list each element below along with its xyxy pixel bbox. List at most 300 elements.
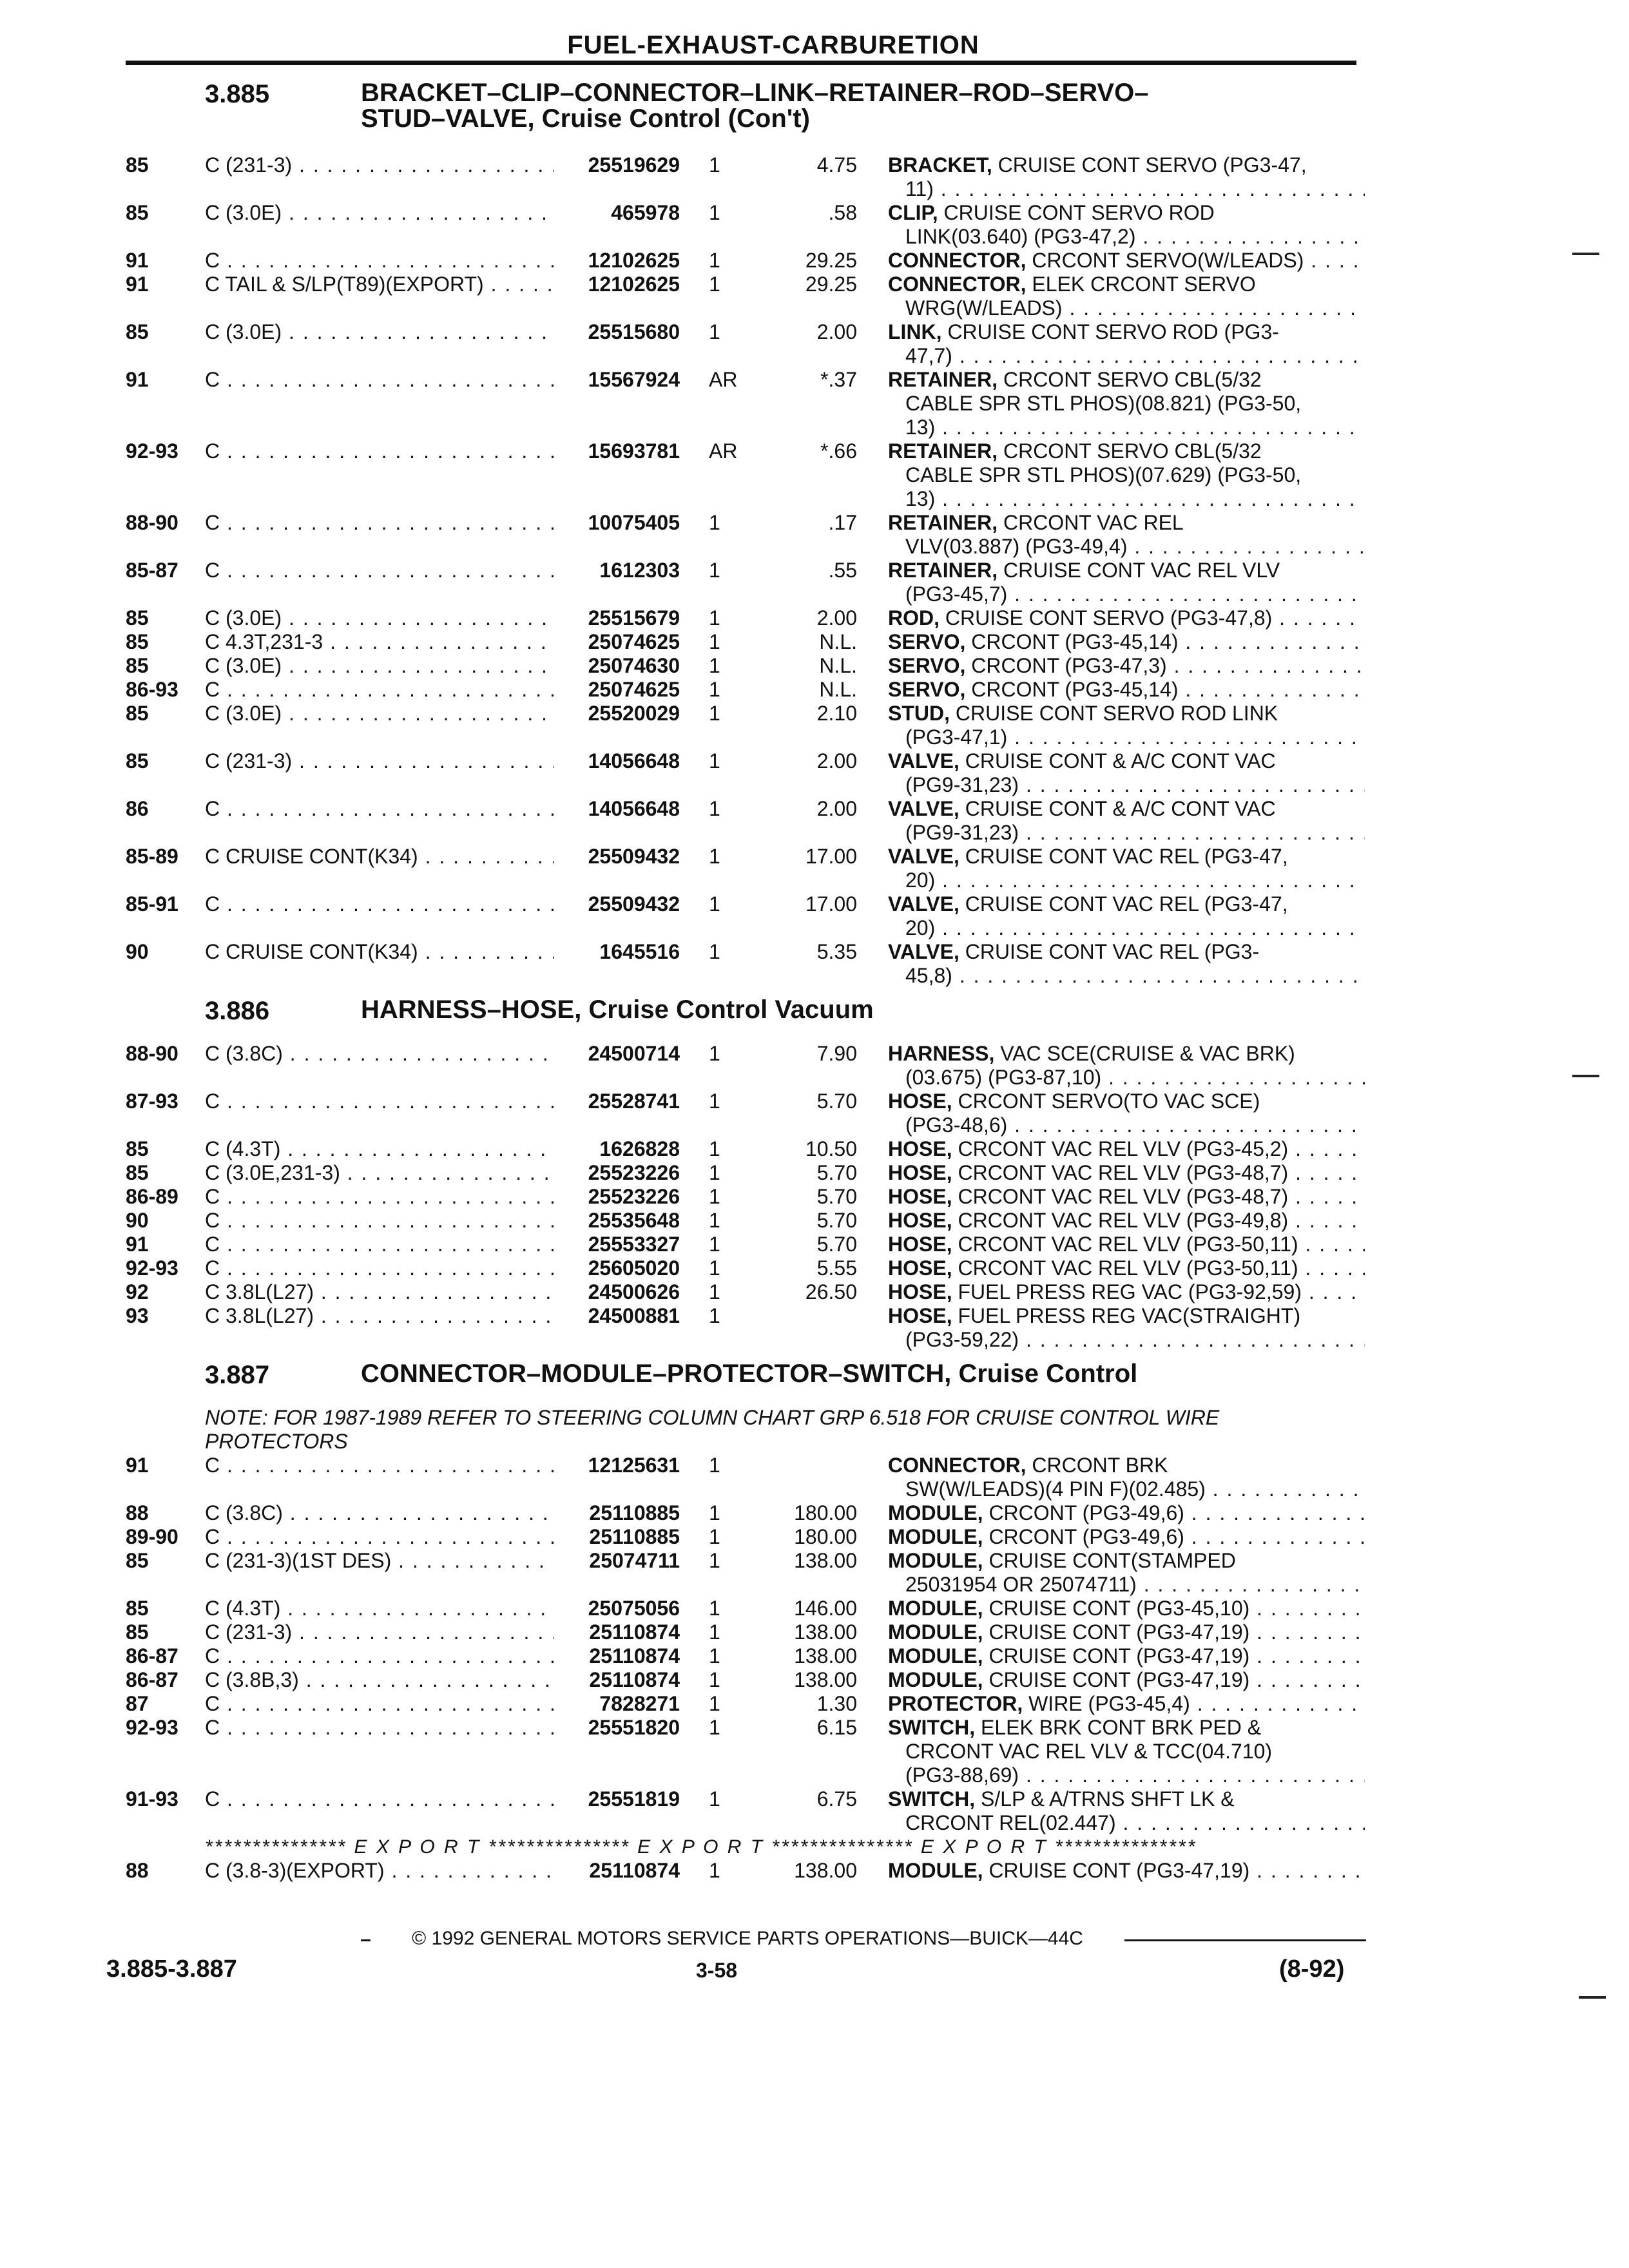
part-number: 25509432 [554, 845, 680, 869]
part-name-continuation: 45,8) . . . [905, 964, 1365, 988]
part-price: N.L. [819, 678, 857, 701]
part-name-continuation: CRCONT VAC REL VLV & TCC(04.710) [905, 1740, 1273, 1763]
part-row [0, 1859, 1629, 1883]
part-name-detail: CRUISE CONT VAC REL (PG3-47, [959, 892, 1288, 916]
part-years: 85 [126, 654, 149, 677]
part-application: C (4.3T) . . . [205, 1597, 556, 1620]
part-row-line [0, 892, 1629, 916]
part-row-continuation [0, 773, 1629, 797]
part-number: 12102625 [554, 249, 680, 273]
part-price: 138.00 [794, 1620, 857, 1644]
part-quantity: 1 [709, 630, 720, 653]
part-row-line [0, 320, 1629, 344]
part-application: C . . . [205, 1454, 556, 1477]
part-name-keyword: HOSE, [888, 1280, 952, 1303]
part-name-keyword: MODULE, [888, 1597, 983, 1620]
part-name-keyword: VALVE, [888, 749, 959, 773]
part-price: 5.70 [816, 1090, 857, 1113]
part-row [0, 1716, 1629, 1787]
part-row [0, 630, 1629, 654]
part-row-line [0, 845, 1629, 869]
part-years: 86-89 [126, 1185, 178, 1208]
part-name [888, 1233, 1365, 1256]
part-row [0, 1209, 1629, 1233]
part-name-continuation: 20) . . . [905, 916, 1365, 940]
part-row [0, 201, 1629, 249]
part-quantity: 1 [709, 702, 720, 725]
part-application: C . . . [205, 1525, 556, 1549]
part-quantity: 1 [709, 1280, 720, 1303]
part-name-detail: CRCONT BRK [1026, 1454, 1168, 1477]
part-row [0, 1090, 1629, 1137]
part-name-continuation: (PG3-45,7) . . . [905, 582, 1365, 606]
part-application: C . . . [205, 797, 556, 821]
part-row [0, 249, 1629, 273]
part-name [888, 1525, 1365, 1549]
part-application: C . . . [205, 368, 556, 392]
part-name-detail: CRUISE CONT(STAMPED [983, 1549, 1236, 1572]
part-years: 91 [126, 273, 149, 296]
part-number: 7828271 [554, 1692, 680, 1716]
part-years: 85 [126, 1161, 149, 1184]
part-row-continuation [0, 726, 1629, 749]
part-price: 2.00 [816, 749, 857, 773]
part-row-continuation [0, 225, 1629, 249]
section-title-line: STUD–VALVE, Cruise Control (Con't) [361, 104, 810, 133]
part-name [888, 749, 1365, 773]
part-number: 25074625 [554, 678, 680, 702]
section-number: 3.885 [205, 80, 270, 108]
part-name [888, 1668, 1365, 1692]
part-row-line [0, 1042, 1629, 1066]
part-years: 85-87 [126, 559, 178, 582]
part-row-line [0, 201, 1629, 225]
part-name-continuation: 13) . . . [905, 416, 1365, 439]
part-name-keyword: HOSE, [888, 1304, 952, 1327]
part-years: 90 [126, 940, 149, 963]
part-quantity: 1 [709, 892, 720, 916]
part-years: 87 [126, 1692, 149, 1715]
part-name-keyword: HOSE, [888, 1090, 952, 1113]
part-quantity: 1 [709, 1454, 720, 1477]
part-name-continuation: (PG3-59,22) . . . [905, 1328, 1365, 1352]
part-price: 5.70 [816, 1209, 857, 1232]
part-years: 88-90 [126, 511, 178, 534]
part-name-keyword: MODULE, [888, 1644, 983, 1667]
part-row [0, 702, 1629, 749]
part-name-detail: CRCONT VAC REL [998, 511, 1184, 534]
part-quantity: 1 [709, 1090, 720, 1113]
part-quantity: 1 [709, 201, 720, 224]
part-name-continuation: (PG3-47,1) . . . [905, 726, 1365, 749]
part-price: 180.00 [794, 1501, 857, 1524]
part-price: 5.70 [816, 1233, 857, 1256]
part-name-detail: CRUISE CONT & A/C CONT VAC [959, 797, 1276, 820]
part-years: 86-93 [126, 678, 178, 701]
part-name [888, 1692, 1365, 1716]
part-application: C . . . [205, 678, 556, 702]
part-name-keyword: VALVE, [888, 845, 959, 868]
part-price: 138.00 [794, 1549, 857, 1572]
part-name-keyword: CLIP, [888, 201, 938, 224]
part-name-keyword: HOSE, [888, 1233, 952, 1256]
part-row-line [0, 1859, 1629, 1883]
part-quantity: 1 [709, 511, 720, 534]
part-name-detail: CRCONT VAC REL VLV (PG3-50,11) [952, 1233, 1298, 1256]
part-price: 138.00 [794, 1668, 857, 1691]
part-application: C (3.0E) . . . [205, 201, 556, 225]
part-number: 24500714 [554, 1042, 680, 1066]
part-price: 2.10 [816, 702, 857, 725]
part-name [888, 606, 1365, 630]
section-title [361, 997, 874, 1023]
part-name [888, 1620, 1365, 1644]
part-number: 25110874 [554, 1620, 680, 1644]
part-name-keyword: STUD, [888, 702, 950, 725]
section-heading [0, 988, 1629, 1042]
part-row-continuation [0, 964, 1629, 988]
part-name [888, 153, 1365, 177]
part-name-detail: CRCONT VAC REL VLV (PG3-50,11) [952, 1256, 1298, 1280]
part-name-detail: CRCONT VAC REL VLV (PG3-48,7) [952, 1161, 1289, 1184]
part-row [0, 1185, 1629, 1209]
part-name-detail: CRCONT (PG3-49,6) [983, 1525, 1184, 1548]
part-name-detail: CRUISE CONT (PG3-47,19) [983, 1620, 1250, 1644]
part-row-line [0, 1501, 1629, 1525]
part-price: 2.00 [816, 320, 857, 343]
part-years: 88-90 [126, 1042, 178, 1065]
part-name [888, 654, 1365, 678]
part-row [0, 654, 1629, 678]
part-quantity: 1 [709, 1549, 720, 1572]
part-name-detail: CRUISE CONT (PG3-47,19) [983, 1644, 1250, 1667]
part-name-detail: CRUISE CONT (PG3-47,19) [983, 1668, 1250, 1691]
part-row-line [0, 249, 1629, 273]
part-name [888, 1716, 1365, 1740]
part-quantity: 1 [709, 845, 720, 868]
part-name-keyword: SERVO, [888, 654, 966, 677]
part-name [888, 845, 1365, 869]
part-price: 138.00 [794, 1644, 857, 1667]
part-years: 92-93 [126, 1256, 178, 1280]
part-row-line [0, 1137, 1629, 1161]
part-number: 25535648 [554, 1209, 680, 1233]
part-price: 5.35 [816, 940, 857, 963]
part-application: C (3.0E) . . . [205, 606, 556, 630]
part-name-detail: CRUISE CONT SERVO (PG3-47, [992, 153, 1307, 177]
part-number: 25520029 [554, 702, 680, 726]
part-quantity: 1 [709, 749, 720, 773]
part-name-detail: CRCONT VAC REL VLV (PG3-45,2) [952, 1137, 1289, 1160]
part-row [0, 678, 1629, 702]
part-application: C (231-3) . . . [205, 1620, 556, 1644]
part-price: 5.70 [816, 1161, 857, 1184]
part-years: 92 [126, 1280, 149, 1303]
part-quantity: 1 [709, 940, 720, 963]
part-price: .17 [828, 511, 857, 534]
part-number: 14056648 [554, 797, 680, 821]
part-quantity: 1 [709, 1668, 720, 1691]
part-years: 85-91 [126, 892, 178, 916]
part-number: 25551819 [554, 1787, 680, 1811]
part-row [0, 749, 1629, 797]
part-price: 17.00 [805, 892, 857, 916]
part-name-keyword: VALVE, [888, 940, 959, 963]
part-number: 25074625 [554, 630, 680, 654]
part-number: 25515679 [554, 606, 680, 630]
part-row-continuation [0, 535, 1629, 559]
part-application: C . . . [205, 1233, 556, 1256]
part-row [0, 1161, 1629, 1185]
part-application: C . . . [205, 892, 556, 916]
part-years: 85 [126, 606, 149, 629]
part-name [888, 702, 1365, 726]
part-name-keyword: HOSE, [888, 1137, 952, 1160]
part-years: 90 [126, 1209, 149, 1232]
part-years: 92-93 [126, 1716, 178, 1739]
part-name-detail: CRCONT SERVO(TO VAC SCE) [952, 1090, 1260, 1113]
part-row-line [0, 702, 1629, 726]
export-banner [0, 1835, 1629, 1859]
part-name-continuation: (03.675) (PG3-87,10) . . . [905, 1066, 1365, 1090]
part-row-continuation [0, 1066, 1629, 1090]
part-price: 6.75 [816, 1787, 857, 1811]
part-application: C (3.8-3)(EXPORT) . . . [205, 1859, 556, 1883]
part-row-line [0, 1692, 1629, 1716]
part-number: 1626828 [554, 1137, 680, 1161]
part-years: 85 [126, 749, 149, 773]
part-number: 25110874 [554, 1668, 680, 1692]
part-name [888, 1549, 1365, 1573]
part-name [888, 1787, 1365, 1811]
part-row-continuation [0, 1763, 1629, 1787]
part-quantity: 1 [709, 606, 720, 629]
part-application: C . . . [205, 1256, 556, 1280]
part-row [0, 1549, 1629, 1597]
part-name-continuation: WRG(W/LEADS) . . . [905, 296, 1365, 320]
part-name [888, 1454, 1365, 1477]
part-row [0, 845, 1629, 892]
part-name [888, 892, 1365, 916]
part-number: 15693781 [554, 439, 680, 463]
part-row [0, 368, 1629, 439]
part-name-keyword: HOSE, [888, 1161, 952, 1184]
part-row-line [0, 273, 1629, 296]
part-row-continuation [0, 416, 1629, 439]
part-application: C (3.8C) . . . [205, 1501, 556, 1525]
export-banner-text: *************** E X P O R T *************** E X P O R T *************** E X P O R T *************** [205, 1836, 1197, 1858]
margin-mark [1572, 1075, 1599, 1077]
part-years: 85 [126, 320, 149, 343]
footer-section-range: 3.885-3.887 [106, 1956, 237, 1983]
part-row-line [0, 1716, 1629, 1740]
part-quantity: 1 [709, 654, 720, 677]
part-quantity: 1 [709, 1644, 720, 1667]
part-quantity: 1 [709, 1256, 720, 1280]
part-row [0, 1501, 1629, 1525]
part-number: 25605020 [554, 1256, 680, 1280]
part-price: 138.00 [794, 1859, 857, 1882]
part-application: C (3.0E) . . . [205, 654, 556, 678]
part-years: 86 [126, 797, 149, 820]
part-price: N.L. [819, 654, 857, 677]
part-years: 85 [126, 702, 149, 725]
part-name-keyword: MODULE, [888, 1525, 983, 1548]
section-title-line: BRACKET–CLIP–CONNECTOR–LINK–RETAINER–ROD–SERVO– [361, 79, 1149, 107]
part-name-keyword: SERVO, [888, 630, 966, 653]
page-header-title: FUEL-EXHAUST-CARBURETION [567, 31, 979, 59]
part-number: 25509432 [554, 892, 680, 916]
part-row [0, 1597, 1629, 1620]
part-row-continuation [0, 296, 1629, 320]
part-row [0, 892, 1629, 940]
footer-page-number: 3-58 [696, 1959, 738, 1982]
part-row-continuation [0, 1113, 1629, 1137]
part-years: 91-93 [126, 1787, 178, 1811]
part-years: 85-89 [126, 845, 178, 868]
part-number: 25553327 [554, 1233, 680, 1256]
part-application: C 3.8L(L27) . . . [205, 1280, 556, 1304]
part-row-continuation [0, 344, 1629, 368]
part-name-detail: CRUISE CONT SERVO ROD (PG3- [941, 320, 1279, 343]
part-number: 465978 [554, 201, 680, 225]
part-application: C (231-3)(1ST DES) . . . [205, 1549, 556, 1573]
part-quantity: 1 [709, 1597, 720, 1620]
part-row-line [0, 1597, 1629, 1620]
part-price: *.66 [820, 439, 857, 463]
part-row-line [0, 439, 1629, 463]
part-years: 85 [126, 201, 149, 224]
part-name-detail: S/LP & A/TRNS SHFT LK & [975, 1787, 1235, 1811]
part-years: 92-93 [126, 439, 178, 463]
section-heading [0, 71, 1629, 153]
part-quantity: 1 [709, 1859, 720, 1882]
part-application: C (3.0E) . . . [205, 702, 556, 726]
part-name [888, 1256, 1365, 1280]
part-years: 89-90 [126, 1525, 178, 1548]
part-row-line [0, 1161, 1629, 1185]
part-application: C (3.0E) . . . [205, 320, 556, 344]
part-row-line [0, 1304, 1629, 1328]
part-price: 26.50 [805, 1280, 857, 1303]
part-name-detail: CRCONT SERVO CBL(5/32 [998, 439, 1262, 463]
section-title [361, 80, 1148, 131]
part-row-line [0, 1280, 1629, 1304]
part-years: 85 [126, 153, 149, 177]
part-name [888, 1137, 1365, 1161]
part-years: 91 [126, 1233, 149, 1256]
part-quantity: 1 [709, 797, 720, 820]
part-price: 180.00 [794, 1525, 857, 1548]
part-price: 17.00 [805, 845, 857, 868]
part-name-detail: WIRE (PG3-45,4) [1023, 1692, 1190, 1715]
part-name-keyword: CONNECTOR, [888, 249, 1027, 272]
part-name [888, 1280, 1365, 1304]
part-years: 91 [126, 1454, 149, 1477]
part-name-continuation: (PG9-31,23) . . . [905, 821, 1365, 845]
part-row-line [0, 1090, 1629, 1113]
part-name-detail: CRUISE CONT VAC REL VLV [998, 559, 1280, 582]
part-row-line [0, 1668, 1629, 1692]
part-name-continuation: (PG9-31,23) . . . [905, 773, 1365, 797]
part-price: 5.70 [816, 1185, 857, 1208]
part-name-continuation: (PG3-48,6) . . . [905, 1113, 1365, 1137]
part-quantity: 1 [709, 559, 720, 582]
part-quantity: 1 [709, 1620, 720, 1644]
part-number: 24500626 [554, 1280, 680, 1304]
part-application: C . . . [205, 1209, 556, 1233]
part-name-detail: FUEL PRESS REG VAC (PG3-92,59) [952, 1280, 1302, 1303]
part-name [888, 439, 1365, 463]
part-years: 93 [126, 1304, 149, 1327]
part-name-continuation: (PG3-88,69) . . . [905, 1763, 1365, 1787]
part-number: 25074630 [554, 654, 680, 678]
part-row-line [0, 153, 1629, 177]
part-name [888, 368, 1365, 392]
part-name-detail: CRUISE CONT VAC REL (PG3- [959, 940, 1260, 963]
part-name-detail: CRCONT (PG3-47,3) [965, 654, 1167, 677]
part-name [888, 678, 1365, 702]
part-row-line [0, 1549, 1629, 1573]
part-row-line [0, 1185, 1629, 1209]
part-quantity: 1 [709, 249, 720, 272]
part-name-detail: CRCONT (PG3-45,14) [965, 678, 1179, 701]
part-name [888, 1501, 1365, 1525]
part-price: 5.55 [816, 1256, 857, 1280]
part-name-continuation: 20) . . . [905, 869, 1365, 892]
part-row [0, 1304, 1629, 1352]
part-row-line [0, 606, 1629, 630]
part-row-continuation [0, 463, 1629, 487]
header-rule [126, 61, 1356, 65]
part-name-detail: CRCONT (PG3-49,6) [983, 1501, 1184, 1524]
part-application: C 3.8L(L27) . . . [205, 1304, 556, 1328]
part-row-line [0, 940, 1629, 964]
part-row [0, 273, 1629, 320]
part-name-detail: CRCONT VAC REL VLV (PG3-49,8) [952, 1209, 1289, 1232]
part-name-keyword: VALVE, [888, 892, 959, 916]
part-row [0, 797, 1629, 845]
part-price: 6.15 [816, 1716, 857, 1739]
part-number: 1645516 [554, 940, 680, 964]
part-price: 29.25 [805, 273, 857, 296]
part-number: 25519629 [554, 153, 680, 177]
part-name-keyword: ROD, [888, 606, 940, 629]
part-application: C . . . [205, 1090, 556, 1113]
part-name-detail: CRUISE CONT SERVO (PG3-47,8) [940, 606, 1273, 629]
part-application: C (4.3T) . . . [205, 1137, 556, 1161]
footer-date-code: (8-92) [1279, 1956, 1345, 1983]
part-row-line [0, 1209, 1629, 1233]
part-name-keyword: HOSE, [888, 1256, 952, 1280]
part-row-line [0, 511, 1629, 535]
part-row-line [0, 749, 1629, 773]
part-number: 25523226 [554, 1185, 680, 1209]
part-name-detail: CRUISE CONT & A/C CONT VAC [959, 749, 1276, 773]
part-name-continuation: 25031954 OR 25074711) . . . [905, 1573, 1365, 1597]
part-name-continuation: 47,7) . . . [905, 344, 1365, 368]
part-price: 146.00 [794, 1597, 857, 1620]
part-name [888, 1644, 1365, 1668]
part-name [888, 320, 1365, 344]
part-name-keyword: BRACKET, [888, 153, 992, 177]
part-application: C . . . [205, 1644, 556, 1668]
part-name-continuation: 13) . . . [905, 487, 1365, 511]
part-name [888, 511, 1365, 535]
part-name-keyword: MODULE, [888, 1549, 983, 1572]
part-row-continuation [0, 869, 1629, 892]
part-name [888, 559, 1365, 582]
